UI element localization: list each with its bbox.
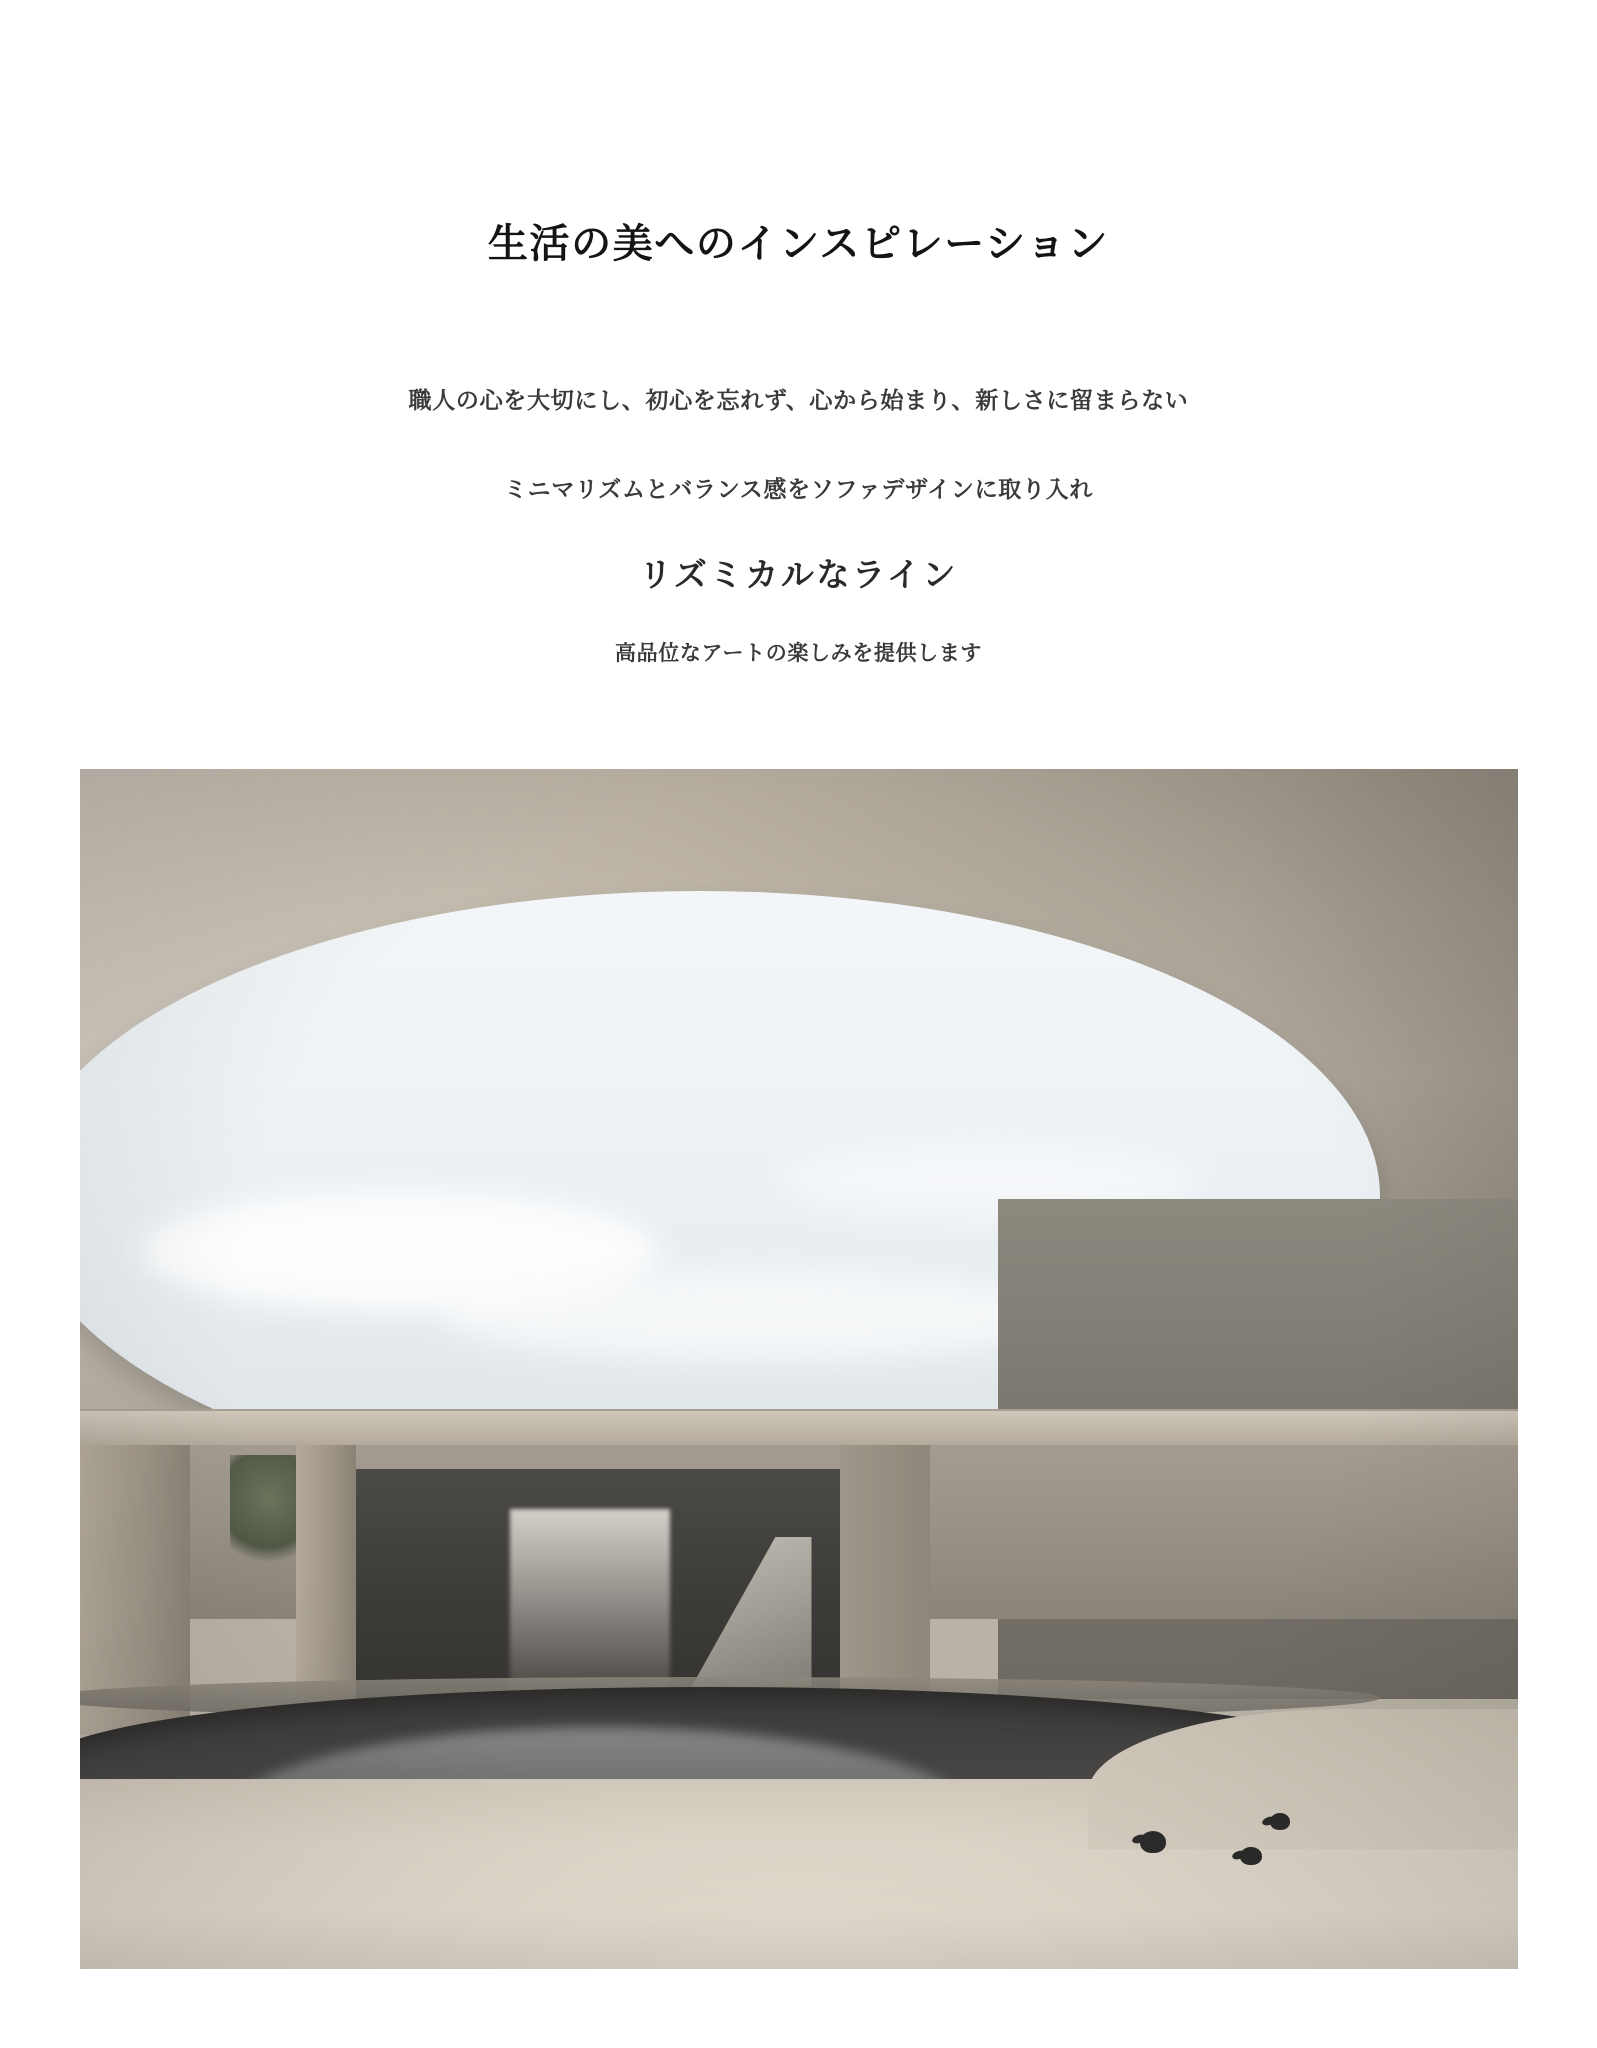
bird-icon [1240,1847,1262,1865]
text-block [0,0,1597,671]
cloud [440,1271,1080,1361]
horizontal-beam [80,1411,1518,1445]
architecture-photo [80,769,1518,1969]
page-title: 生活の美へのインスピレーション [487,222,1110,266]
subheading-2: ミニマリズムとバランス感をソファデザインに取り入れ [503,475,1094,502]
subheading-4: 高品位なアートの楽しみを提供します [614,642,983,666]
bird-icon [1270,1813,1290,1830]
bird-icon [1140,1831,1166,1853]
photo-canvas [80,769,1518,1969]
subheading-1: 職人の心を大切にし、初心を忘れず、心から始まり、新しさに留まらない [408,387,1189,413]
subheading-3: リズミカルなライン [638,555,959,593]
